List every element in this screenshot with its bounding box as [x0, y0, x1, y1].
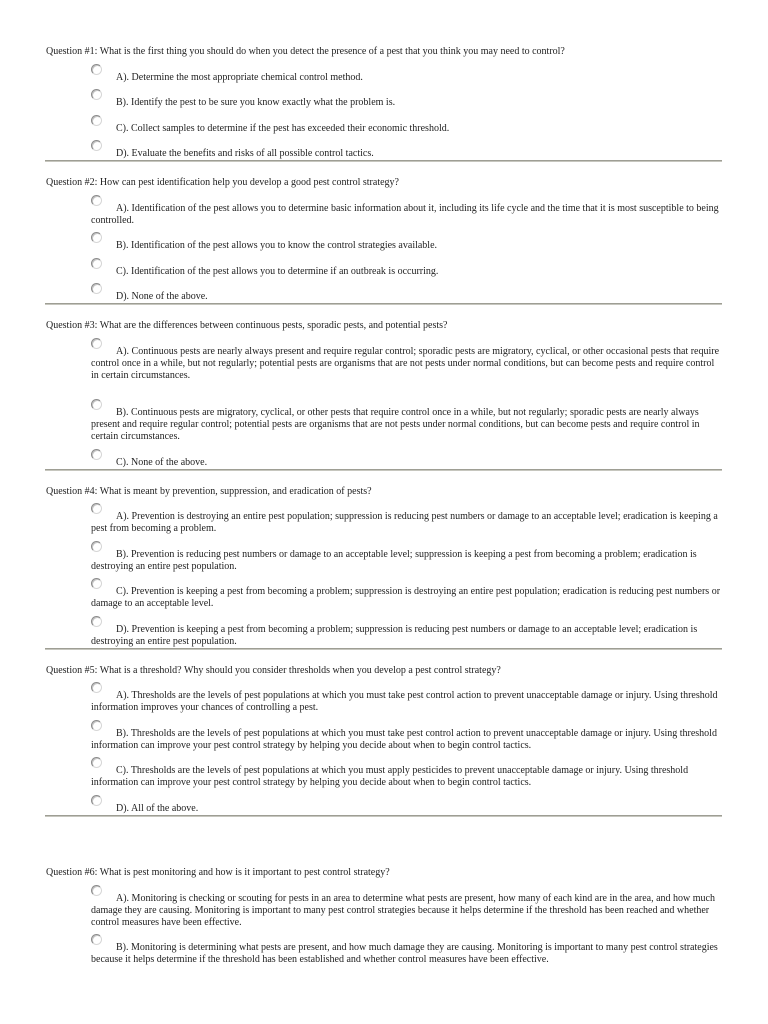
option-text: A). Continuous pests are nearly always present and require regular control; sporadic pests are migratory, cyclical, or other occasional pests that require control once in a while, but not regularly; potential pests are organisms that are not pests under normal conditions, but can become pests and require control in certain circumstances. — [91, 345, 720, 381]
option-text: D). None of the above. — [116, 291, 208, 302]
option-text: B). Monitoring is determining what pests are present, and how much damage they are causing. Monitoring is important to many pest control strategies because it helps determine if the threshold has been established and whether control measures have been effective. — [91, 942, 718, 965]
radio-button[interactable] — [91, 449, 102, 460]
answer-option-d — [91, 291, 724, 303]
question-divider — [45, 160, 722, 162]
option-text: C). Prevention is keeping a pest from becoming a problem; suppression is destroying an entire pest population; eradication is reducing pest numbers or damage to an acceptable level. — [91, 586, 721, 609]
quiz-page — [46, 46, 724, 966]
radio-button[interactable] — [91, 232, 102, 243]
answer-option-c — [91, 123, 724, 135]
answer-option-a — [91, 203, 724, 227]
answer-option-c — [91, 586, 724, 610]
question-prompt: Question #4: What is meant by prevention, suppression, and eradication of pests? — [46, 485, 372, 497]
radio-button[interactable] — [91, 195, 102, 206]
question-prompt: Question #3: What are the differences between continuous pests, sporadic pests, and potential pests? — [46, 320, 448, 331]
answer-option-c — [91, 765, 724, 789]
option-text: B). Continuous pests are migratory, cyclical, or other pests that require control once in a while, but not regularly; sporadic pests are nearly always present and require regular control; potential pests are organisms that are not pests under normal conditions, but can become pests and require control in certain circumstances. — [91, 407, 700, 442]
answer-option-c — [91, 457, 724, 469]
answer-option-b — [91, 240, 724, 252]
radio-button[interactable] — [91, 616, 102, 627]
radio-button[interactable] — [91, 934, 102, 945]
question-1 — [46, 46, 724, 162]
question-prompt: Question #6: What is pest monitoring and how is it important to pest control strategy? — [46, 867, 390, 878]
radio-button[interactable] — [91, 140, 102, 151]
radio-button[interactable] — [91, 64, 102, 75]
question-divider — [45, 469, 722, 471]
answer-option-a — [91, 893, 724, 929]
option-text: A). Identification of the pest allows you to determine basic information about it, including its life cycle and the time that it is most susceptible to being controlled. — [91, 202, 719, 226]
question-divider — [45, 303, 722, 305]
radio-button[interactable] — [91, 682, 102, 693]
option-text: B). Thresholds are the levels of pest populations at which you must take pest control action to prevent unacceptable damage or injury. Using threshold information can improve your pest control strategy by helping you decide about when to begin control tactics. — [91, 727, 717, 751]
radio-button[interactable] — [91, 258, 102, 269]
option-text: D). All of the above. — [116, 802, 199, 814]
option-text: D). Evaluate the benefits and risks of all possible control tactics. — [116, 148, 374, 159]
option-text: B). Identify the pest to be sure you know exactly what the problem is. — [116, 97, 396, 108]
question-3 — [46, 320, 724, 471]
radio-button[interactable] — [91, 578, 102, 589]
option-text: A). Determine the most appropriate chemical control method. — [116, 71, 363, 83]
answer-option-a — [91, 511, 724, 535]
option-text: D). Prevention is keeping a pest from becoming a problem; suppression is reducing pest numbers or damage to an acceptable level; eradication is destroying an entire pest population. — [91, 623, 698, 647]
answer-option-b — [91, 942, 724, 966]
option-text: C). None of the above. — [116, 456, 208, 468]
answer-option-d — [91, 624, 724, 648]
answer-option-b — [91, 407, 724, 443]
radio-button[interactable] — [91, 283, 102, 294]
option-text: A). Monitoring is checking or scouting for pests in an area to determine what pests are present, how many of each kind are in the area, and how much damage they are causing. Monitoring is important to many pest control strategies because it helps determine if the threshold has been reached and whether control measures have been effective. — [91, 892, 715, 928]
radio-button[interactable] — [91, 720, 102, 731]
answer-option-b — [91, 549, 724, 573]
radio-button[interactable] — [91, 399, 102, 410]
option-text: C). Thresholds are the levels of pest populations at which you must apply pesticides to prevent unacceptable damage or injury. Using threshold information can improve your pest control strategy by helping you decide about when to begin control tactics. — [91, 765, 689, 788]
option-text: A). Prevention is destroying an entire pest population; suppression is reducing pest numbers or damage to an acceptable level; eradication is keeping a pest from becoming a problem. — [91, 511, 718, 534]
answer-option-a — [91, 72, 724, 84]
option-text: C). Identification of the pest allows you to determine if an outbreak is occurring. — [116, 265, 439, 277]
answer-option-d — [91, 148, 724, 160]
radio-button[interactable] — [91, 115, 102, 126]
radio-button[interactable] — [91, 541, 102, 552]
question-prompt: Question #1: What is the first thing you should do when you detect the presence of a pest that you think you may need to control? — [46, 46, 565, 57]
question-prompt: Question #5: What is a threshold? Why should you consider thresholds when you develop a pest control strategy? — [46, 664, 501, 676]
radio-button[interactable] — [91, 757, 102, 768]
answer-option-b — [91, 728, 724, 752]
answer-option-b — [91, 97, 724, 109]
option-text: B). Identification of the pest allows you to know the control strategies available. — [116, 240, 438, 251]
answer-option-a — [91, 346, 724, 394]
radio-button[interactable] — [91, 503, 102, 514]
answer-option-c — [91, 266, 724, 278]
option-text: B). Prevention is reducing pest numbers or damage to an acceptable level; suppression is keeping a pest from becoming a problem; eradication is destroying an entire pest population. — [91, 548, 697, 572]
answer-option-d — [91, 803, 724, 815]
question-2 — [46, 177, 724, 305]
question-5 — [46, 665, 724, 817]
radio-button[interactable] — [91, 885, 102, 896]
question-4 — [46, 486, 724, 650]
question-prompt: Question #2: How can pest identification help you develop a good pest control strategy? — [46, 177, 399, 188]
radio-button[interactable] — [91, 89, 102, 100]
radio-button[interactable] — [91, 795, 102, 806]
question-6 — [46, 867, 724, 966]
answer-option-a — [91, 690, 724, 714]
option-text: C). Collect samples to determine if the pest has exceeded their economic threshold. — [116, 122, 450, 134]
option-text: A). Thresholds are the levels of pest populations at which you must take pest control action to prevent unacceptable damage or injury. Using threshold information improves your chances of controlling a pest. — [91, 690, 718, 713]
question-divider — [45, 815, 722, 817]
radio-button[interactable] — [91, 338, 102, 349]
question-divider — [45, 648, 722, 650]
